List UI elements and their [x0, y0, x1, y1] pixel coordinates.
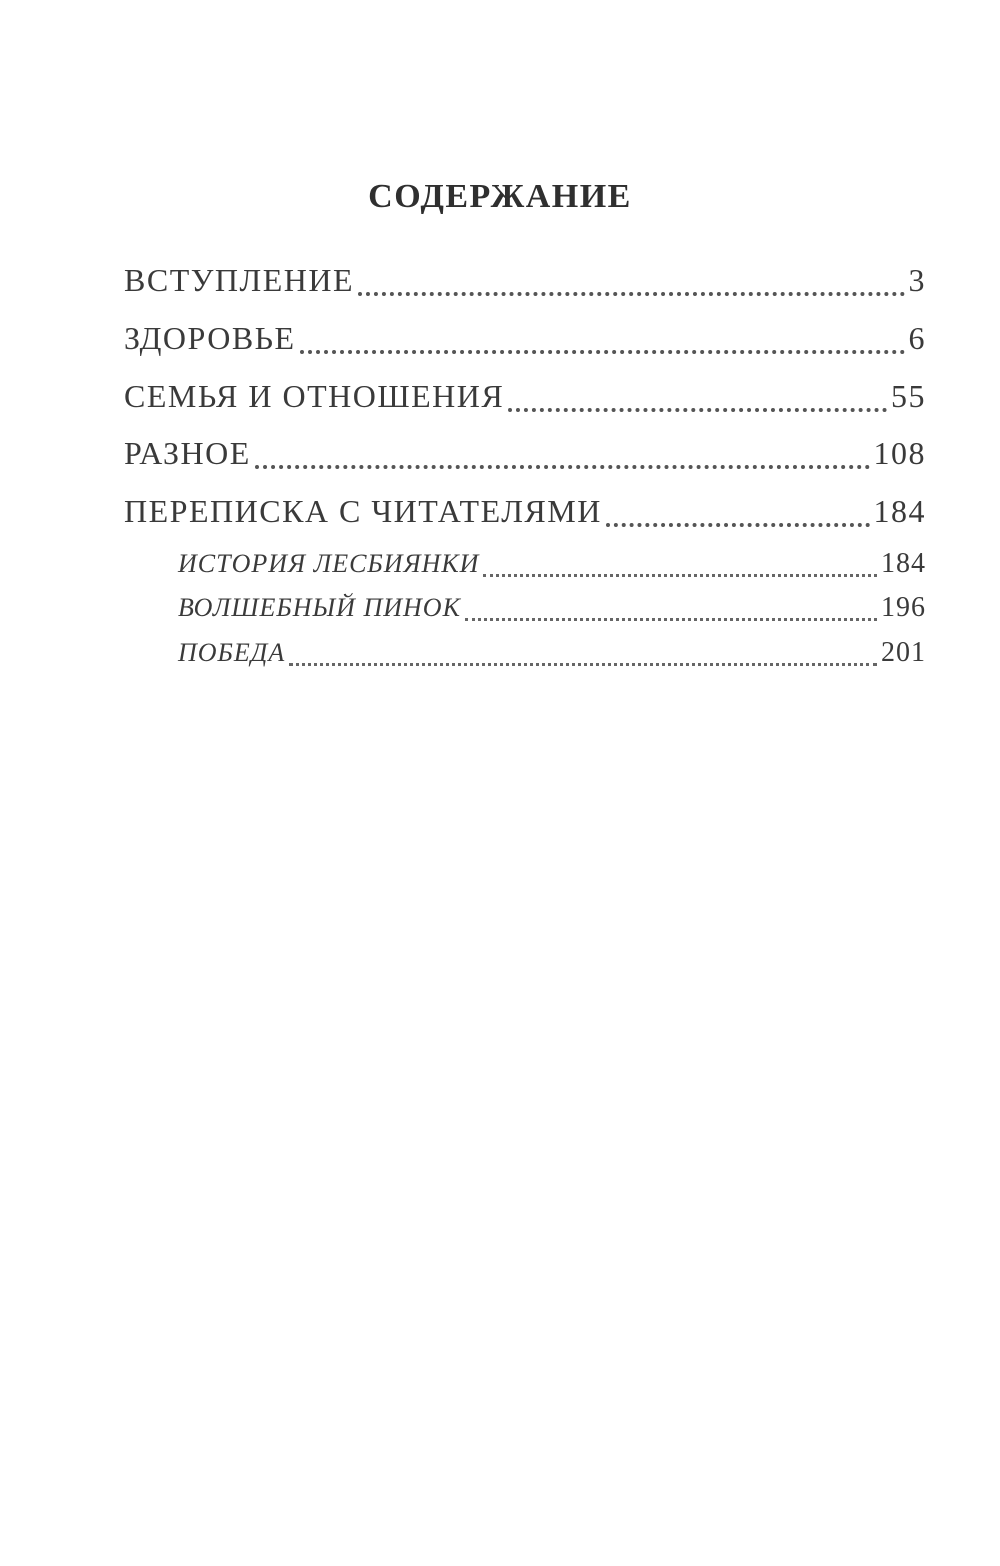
dot-leader	[606, 522, 870, 527]
toc-entry-page: 55	[891, 378, 926, 414]
dot-leader	[255, 464, 870, 469]
toc-entry[interactable]	[124, 262, 926, 299]
toc-entry-label: СЕМЬЯ И ОТНОШЕНИЯ	[124, 378, 505, 414]
toc-subentry[interactable]	[178, 548, 926, 580]
toc-entry-page: 184	[873, 493, 926, 529]
toc-entry-page: 6	[908, 320, 926, 356]
toc-subentry-label: ВОЛШЕБНЫЙ ПИНОК	[178, 593, 461, 622]
toc-subentry-page: 184	[881, 548, 926, 579]
toc-subentry-label: ИСТОРИЯ ЛЕСБИЯНКИ	[178, 549, 480, 578]
toc-entry-page: 108	[873, 435, 926, 471]
toc-subentry[interactable]	[178, 637, 926, 669]
toc-subentry-page: 201	[881, 637, 926, 668]
toc-entry-label: ВСТУПЛЕНИЕ	[124, 262, 355, 298]
toc-subentry[interactable]	[178, 592, 926, 624]
toc-entry-label: РАЗНОЕ	[124, 435, 251, 471]
toc-entry[interactable]	[124, 435, 926, 472]
dot-leader	[300, 349, 905, 354]
dot-leader	[465, 617, 877, 621]
dot-leader	[358, 291, 904, 296]
toc-subentry-page: 196	[881, 592, 926, 623]
toc-entry[interactable]	[124, 320, 926, 357]
toc-entry-page: 3	[908, 262, 926, 298]
dot-leader	[508, 407, 887, 412]
toc-heading: СОДЕРЖАНИЕ	[368, 178, 632, 215]
toc-entry-label: ПЕРЕПИСКА С ЧИТАТЕЛЯМИ	[124, 493, 602, 529]
dot-leader	[289, 662, 877, 666]
toc-entry-label: ЗДОРОВЬЕ	[124, 320, 296, 356]
toc-entry[interactable]	[124, 493, 926, 530]
toc-subentry-label: ПОБЕДА	[178, 638, 286, 667]
toc-entry[interactable]	[124, 378, 926, 415]
dot-leader	[483, 573, 877, 577]
